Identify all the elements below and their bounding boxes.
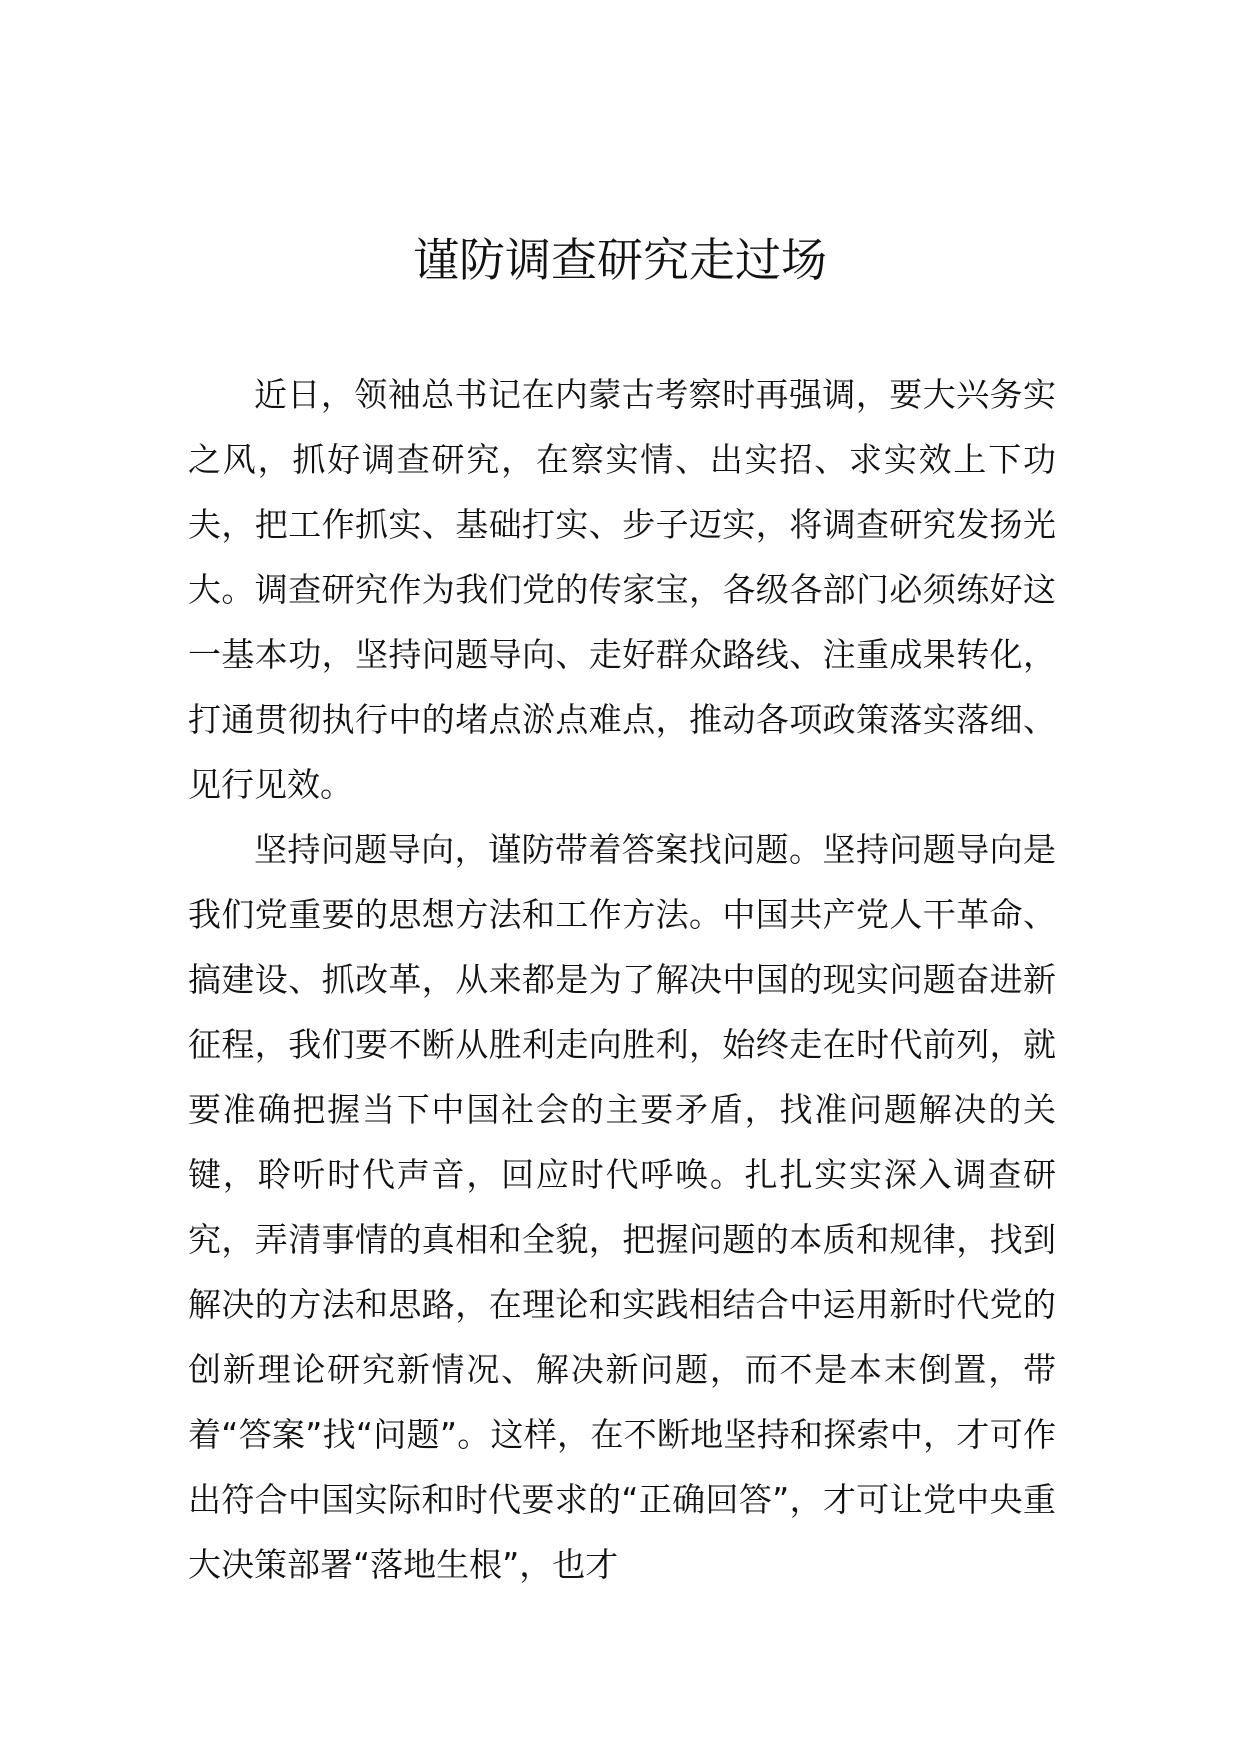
document-title: 谨防调查研究走过场 [413,233,827,287]
paragraph-2: 坚持问题导向，谨防带着答案找问题。坚持问题导向是我们党重要的思想方法和工作方法。中国共产党人干革命、搞建设、抓改革，从来都是为了解决中国的现实问题奋进新征程，我们要不断从胜利走向胜利，始终走在时代前列，就要准确把握当下中国社会的主要矛盾，找准问题解决的关键，聆听时代声音，回应时代呼唤。扎扎实实深入调查研究，弄清事情的真相和全貌，把握问题的本质和规律，找到解决的方法和思路，在理论和实践相结合中运用新时代党的创新理论研究新情况、解决新问题，而不是本末倒置，带着“答案”找“问题”。这样，在不断地坚持和探索中，才可作出符合中国实际和时代要求的“正确回答”，才可让党中央重大决策部署“落地生根”，也才 [188,830,1056,1584]
document-body [188,362,1056,1597]
paragraph-1: 近日，领袖总书记在内蒙古考察时再强调，要大兴务实之风，抓好调查研究，在察实情、出实招、求实效上下功夫，把工作抓实、基础打实、步子迈实，将调查研究发扬光大。调查研究作为我们党的传家宝，各级各部门必须练好这一基本功，坚持问题导向、走好群众路线、注重成果转化，打通贯彻执行中的堵点淤点难点，推动各项政策落实落细、见行见效。 [188,375,1056,804]
